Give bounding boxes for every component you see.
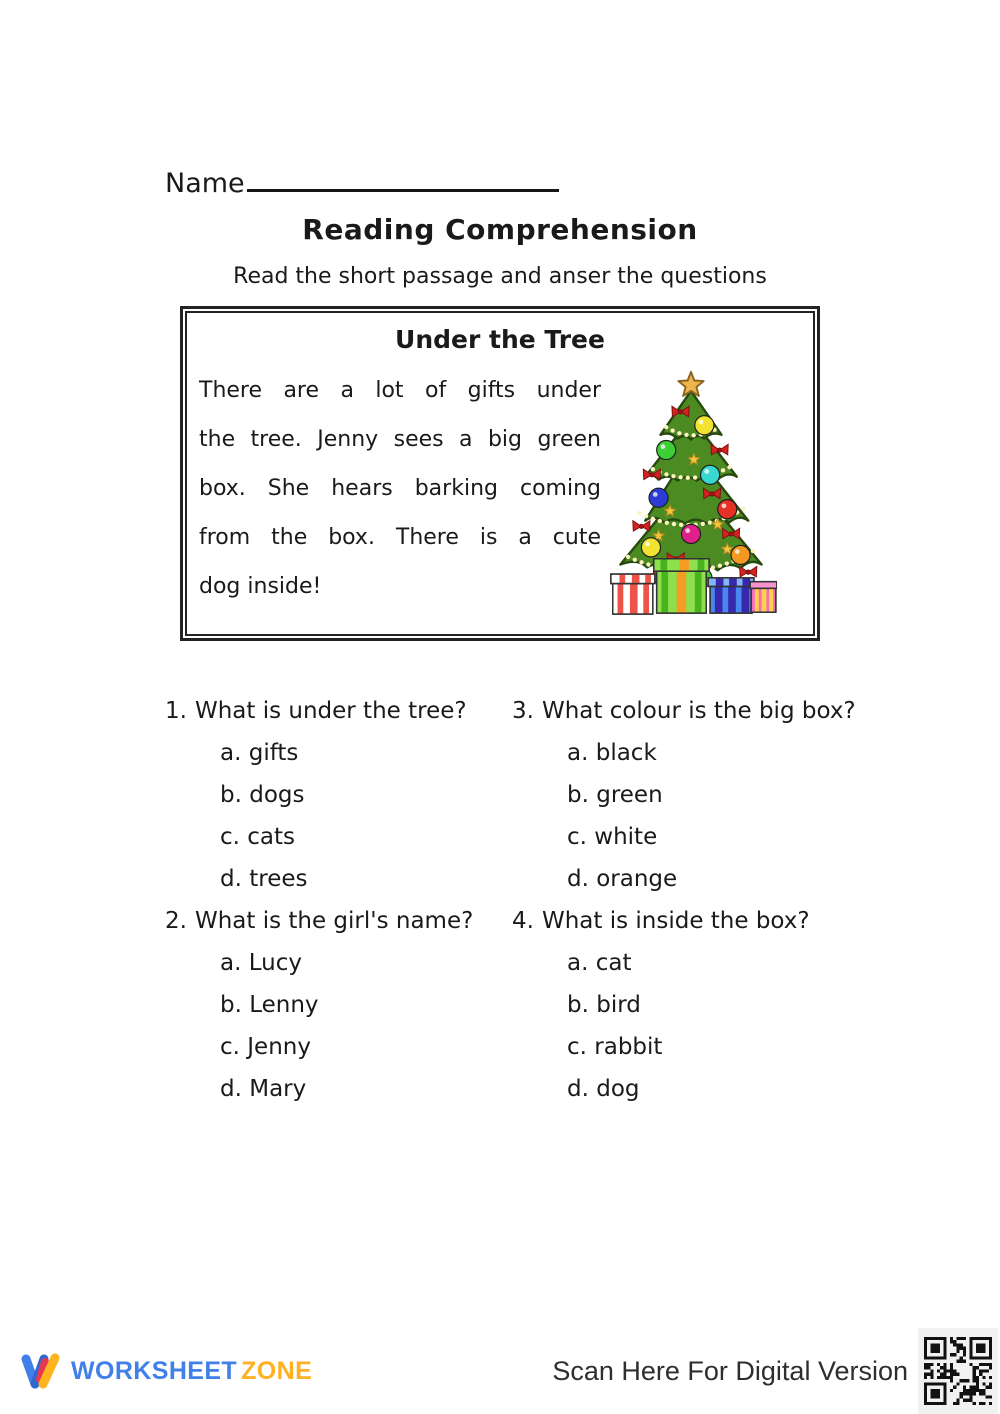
scan-row xyxy=(552,1328,1000,1414)
question-options xyxy=(220,732,512,900)
qr-wrap xyxy=(918,1328,998,1414)
passage-title: Under the Tree xyxy=(395,325,605,354)
christmas-tree-illustration xyxy=(605,368,777,620)
passage-line: There are a lot of gifts under xyxy=(199,378,601,403)
worksheetzone-w-icon xyxy=(20,1351,64,1391)
option-item: a. gifts xyxy=(220,740,299,766)
option-item: b. dogs xyxy=(220,782,305,808)
question-number: 1. xyxy=(165,698,187,724)
question-text xyxy=(512,690,875,732)
option-item: d. trees xyxy=(220,866,308,892)
qr-code xyxy=(924,1337,992,1405)
option-item: a. cat xyxy=(567,950,632,976)
option-item: d. Mary xyxy=(220,1076,307,1102)
question-number: 3. xyxy=(512,698,534,724)
worksheetzone-logo[interactable] xyxy=(20,1351,312,1391)
passage-line: the tree. Jenny sees a big green xyxy=(199,427,601,452)
passage-body xyxy=(199,366,801,620)
question-text xyxy=(512,900,875,942)
page-subtitle: Read the short passage and anser the questions xyxy=(233,264,767,289)
passage-line: from the box. There is a cute xyxy=(199,525,601,550)
christmas-tree-icon xyxy=(605,368,777,616)
question-options xyxy=(220,942,512,1110)
passage-line: box. She hears barking coming xyxy=(199,476,601,501)
passage-text xyxy=(199,366,601,620)
passage-box xyxy=(180,306,820,641)
footer xyxy=(0,1328,1000,1414)
option-item: c. cats xyxy=(220,824,296,850)
option-item: b. bird xyxy=(567,992,641,1018)
option-item: a. black xyxy=(567,740,657,766)
option-item: c. white xyxy=(567,824,658,850)
page-title: Reading Comprehension xyxy=(302,213,698,246)
question-options xyxy=(567,942,875,1110)
question-label: What is inside the box? xyxy=(541,908,810,934)
option-item: c. Jenny xyxy=(220,1034,311,1060)
question-2 xyxy=(165,900,512,1110)
question-4 xyxy=(512,900,875,1110)
name-blank-line xyxy=(247,162,559,192)
option-item: c. rabbit xyxy=(567,1034,663,1060)
brand-text-zone: ZONE xyxy=(241,1356,313,1385)
scan-here-text: Scan Here For Digital Version xyxy=(552,1355,908,1386)
question-label: What is under the tree? xyxy=(194,698,467,724)
question-text xyxy=(165,900,512,942)
questions-section xyxy=(165,690,875,1110)
name-row xyxy=(165,162,559,199)
question-label: What colour is the big box? xyxy=(541,698,856,724)
option-item: b. Lenny xyxy=(220,992,319,1018)
question-options xyxy=(567,732,875,900)
option-item: d. orange xyxy=(567,866,678,892)
question-3 xyxy=(512,690,875,900)
question-1 xyxy=(165,690,512,900)
question-number: 4. xyxy=(512,908,534,934)
question-text xyxy=(165,690,512,732)
option-item: b. green xyxy=(567,782,663,808)
brand-text-worksheet: WORKSHEET xyxy=(71,1356,238,1385)
question-label: What is the girl's name? xyxy=(194,908,474,934)
passage-line: dog inside! xyxy=(199,574,322,599)
question-number: 2. xyxy=(165,908,187,934)
option-item: d. dog xyxy=(567,1076,640,1102)
passage-box-inner xyxy=(185,311,815,636)
name-label: Name xyxy=(165,168,245,199)
option-item: a. Lucy xyxy=(220,950,302,976)
